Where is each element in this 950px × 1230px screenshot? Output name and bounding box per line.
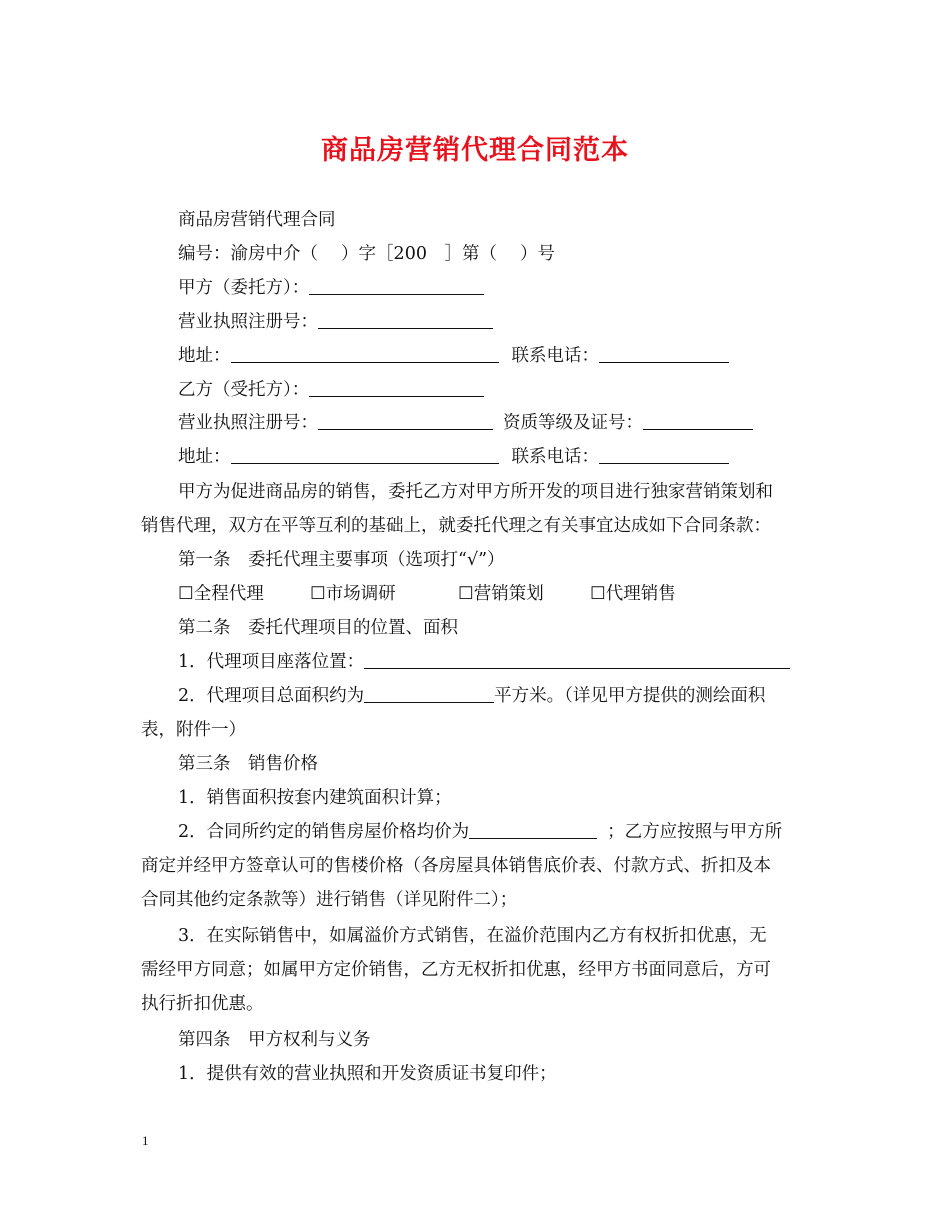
option-full-agency: ☐全程代理 xyxy=(178,584,264,604)
article-1-heading: 第一条 委托代理主要事项（选项打“√”） xyxy=(178,550,505,570)
area-unit-text: 平方米。（详见甲方提供的测绘面积 xyxy=(494,686,766,706)
article-2-item-2-cont: 表，附件一） xyxy=(141,720,246,740)
article-3-item-2-line-3: 合同其他约定条款等）进行销售（详见附件二）； xyxy=(141,890,518,910)
party-b-qualification-blank xyxy=(643,411,753,430)
price-label: 2．合同所约定的销售房屋价格均价为 xyxy=(178,822,470,842)
article-2-item-2 xyxy=(178,684,765,708)
party-a-license-row xyxy=(178,310,493,334)
price-cont-text: ；乙方应按照与甲方所 xyxy=(607,822,783,842)
party-b-qualification-label: 资质等级及证号： xyxy=(503,413,643,433)
article-2-item-1 xyxy=(178,650,790,674)
article-4-item-1: 1．提供有效的营业执照和开发资质证书复印件； xyxy=(178,1064,557,1084)
price-blank xyxy=(469,820,597,839)
page-number: 1 xyxy=(142,1133,149,1148)
option-marketing-planning: ☐营销策划 xyxy=(458,584,544,604)
article-3-item-3-line-2: 需经甲方同意；如属甲方定价销售，乙方无权折扣优惠，经甲方书面同意后，方可 xyxy=(141,960,771,980)
article-3-item-1: 1．销售面积按套内建筑面积计算； xyxy=(178,788,452,808)
article-2-heading: 第二条 委托代理项目的位置、面积 xyxy=(178,618,458,638)
party-b-license-label: 营业执照注册号： xyxy=(178,413,318,433)
party-a-phone-blank xyxy=(599,344,729,363)
party-b-blank xyxy=(309,378,484,397)
party-b-license-row xyxy=(178,411,753,435)
preamble-line-1: 甲方为促进商品房的销售，委托乙方对甲方所开发的项目进行独家营销策划和 xyxy=(178,482,773,502)
party-b-license-blank xyxy=(318,411,493,430)
party-b-row xyxy=(178,378,484,402)
location-label: 1．代理项目座落位置： xyxy=(178,652,365,672)
area-label: 2．代理项目总面积约为 xyxy=(178,686,365,706)
party-a-address-row xyxy=(178,344,729,368)
party-b-address-blank xyxy=(231,445,499,464)
party-a-row xyxy=(178,276,484,300)
preamble-line-2: 销售代理，双方在平等互利的基础上，就委托代理之有关事宜达成如下合同条款： xyxy=(141,516,771,536)
party-a-address-blank xyxy=(231,344,499,363)
option-market-research: ☐市场调研 xyxy=(310,584,396,604)
party-a-label: 甲方（委托方）： xyxy=(178,278,310,298)
party-a-blank xyxy=(309,276,484,295)
article-3-item-3-line-1: 3．在实际销售中，如属溢价方式销售，在溢价范围内乙方有权折扣优惠，无 xyxy=(178,926,767,946)
party-a-phone-label: 联系电话： xyxy=(511,346,599,366)
party-b-phone-label: 联系电话： xyxy=(511,447,599,467)
location-blank xyxy=(364,650,790,669)
option-sales-agency: ☐代理销售 xyxy=(590,584,676,604)
contract-number: 编号：渝房中介（ ）字［200 ］第（ ）号 xyxy=(178,244,556,264)
party-a-license-label: 营业执照注册号： xyxy=(178,312,318,332)
article-3-item-2 xyxy=(178,820,782,844)
party-b-address-label: 地址： xyxy=(178,447,231,467)
document-title: 商品房营销代理合同范本 xyxy=(321,135,629,166)
article-4-heading: 第四条 甲方权利与义务 xyxy=(178,1030,371,1050)
article-3-item-2-line-2: 商定并经甲方签章认可的售楼价格（各房屋具体销售底价表、付款方式、折扣及本 xyxy=(141,856,771,876)
article-3-item-3-line-3: 执行折扣优惠。 xyxy=(141,994,264,1014)
party-b-phone-blank xyxy=(599,445,729,464)
party-b-label: 乙方（受托方）： xyxy=(178,380,310,400)
party-b-address-row xyxy=(178,445,729,469)
contract-name: 商品房营销代理合同 xyxy=(178,210,336,230)
party-a-license-blank xyxy=(318,310,493,329)
party-a-address-label: 地址： xyxy=(178,346,231,366)
area-blank xyxy=(364,684,494,703)
article-3-heading: 第三条 销售价格 xyxy=(178,754,318,774)
